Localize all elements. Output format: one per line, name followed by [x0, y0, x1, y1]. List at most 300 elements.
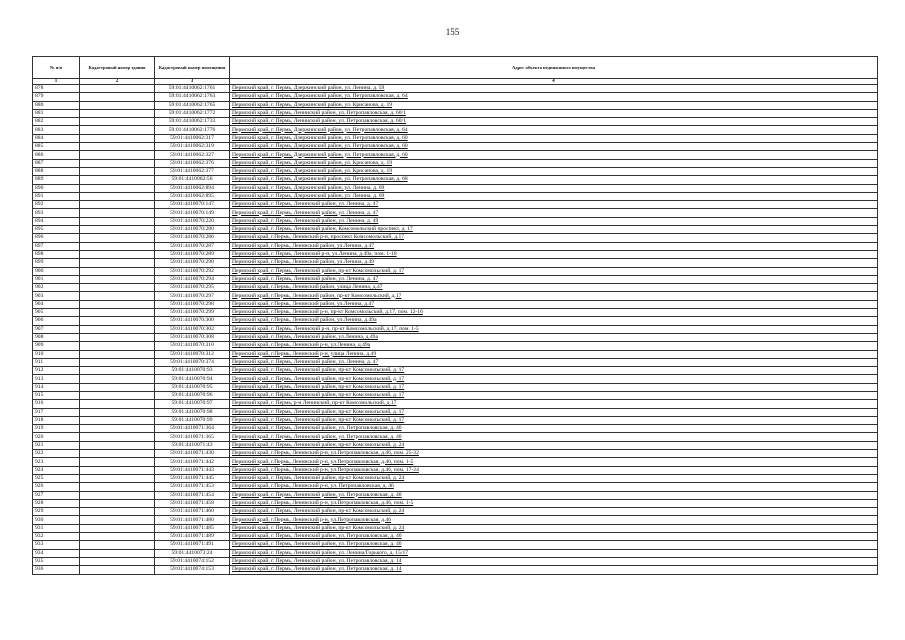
row-number-cell: 932 [33, 533, 80, 541]
address-cell: Пермский край, г. Пермь, Ленинский район, пр-кт Комсомольский, д. 17 [230, 391, 878, 399]
premises-cadastral-cell: 59:01:4410070:99 [155, 416, 230, 424]
row-number-cell: 892 [33, 201, 80, 209]
table-row [33, 375, 878, 383]
address-cell: Пермский край, г.Пермь, Ленинский р-н, улица Ленина, д.49 [230, 350, 878, 358]
premises-cadastral-cell: 59:01:4410074:153 [155, 566, 230, 574]
table-row [33, 533, 878, 541]
table-row [33, 508, 878, 516]
address-cell: Пермский край, г. Пермь, Дзержинский район, ул. Петропавловская, д. 60 [230, 151, 878, 159]
row-number-cell: 933 [33, 541, 80, 549]
premises-cadastral-cell: 59:01:4410071:460 [155, 508, 230, 516]
table-row [33, 450, 878, 458]
header-row-number: № п/п [33, 57, 80, 79]
premises-cadastral-cell: 59:01:4410071:443 [155, 466, 230, 474]
table-row [33, 167, 878, 175]
row-number-cell: 915 [33, 391, 80, 399]
address-cell: Пермский край, г. Пермь, Ленинский район, пр-кт Комсомольский, д. 24 [230, 474, 878, 482]
building-cadastral-cell [80, 466, 155, 474]
building-cadastral-cell [80, 217, 155, 225]
row-number-cell: 930 [33, 516, 80, 524]
building-cadastral-cell [80, 524, 155, 532]
row-number-cell: 878 [33, 85, 80, 93]
table-row [33, 483, 878, 491]
building-cadastral-cell [80, 325, 155, 333]
table-row [33, 201, 878, 209]
row-number-cell: 894 [33, 217, 80, 225]
premises-cadastral-cell: 59:01:4410070:295 [155, 284, 230, 292]
table-row [33, 541, 878, 549]
table-row [33, 284, 878, 292]
column-number: 2 [80, 79, 155, 85]
premises-cadastral-cell: 59:01:4410062:894 [155, 184, 230, 192]
premises-cadastral-cell: 59:01:4410062:1761 [155, 85, 230, 93]
row-number-cell: 909 [33, 342, 80, 350]
premises-cadastral-cell: 59:01:4410070:93 [155, 367, 230, 375]
row-number-cell: 898 [33, 250, 80, 258]
address-cell: Пермский край, г.Пермь, Ленинский р-н, ул.Петропавловская, д.46, пом. 17-24 [230, 466, 878, 474]
column-number: 4 [230, 79, 878, 85]
building-cadastral-cell [80, 118, 155, 126]
premises-cadastral-cell: 59:01:4410062:377 [155, 167, 230, 175]
table-row [33, 566, 878, 574]
building-cadastral-cell [80, 209, 155, 217]
row-number-cell: 931 [33, 524, 80, 532]
address-cell: Пермский край, г. Пермь, Дзержинский район, ул. Ленина, д. 69 [230, 192, 878, 200]
building-cadastral-cell [80, 93, 155, 101]
building-cadastral-cell [80, 499, 155, 507]
property-registry-table [32, 56, 878, 575]
building-cadastral-cell [80, 541, 155, 549]
row-number-cell: 905 [33, 309, 80, 317]
premises-cadastral-cell: 59:01:4410071:43 [155, 441, 230, 449]
building-cadastral-cell [80, 350, 155, 358]
address-cell: Пермский край, г. Пермь, Ленинский район, ул. Петропавловская, д. 14 [230, 557, 878, 565]
table-row [33, 416, 878, 424]
building-cadastral-cell [80, 367, 155, 375]
address-cell: Пермский край, г. Пермь, Дзержинский район, ул. Ленина, д. 59 [230, 85, 878, 93]
row-number-cell: 927 [33, 491, 80, 499]
table-row [33, 217, 878, 225]
building-cadastral-cell [80, 317, 155, 325]
premises-cadastral-cell: 59:01:4410071:458 [155, 499, 230, 507]
premises-cadastral-cell: 59:01:4410070:302 [155, 325, 230, 333]
premises-cadastral-cell: 59:01:4410062:1733 [155, 118, 230, 126]
table-row [33, 499, 878, 507]
table-row [33, 557, 878, 565]
premises-cadastral-cell: 59:01:4410062:895 [155, 192, 230, 200]
premises-cadastral-cell: 59:01:4410070:374 [155, 358, 230, 366]
address-cell: Пермский край, г. Пермь, Дзержинский район, ул. Крисанова, д. 19 [230, 167, 878, 175]
address-cell: Пермский край, г. Пермь, Дзержинский район, ул. Петропавловская, д. 60 [230, 143, 878, 151]
address-cell: Пермский край, г. Пермь, Ленинский район, пр-кт Комсомольский, д. 17 [230, 416, 878, 424]
address-cell: Пермский край, г. Пермь, Ленинский район, пр-кт Комсомольский, д. 17 [230, 375, 878, 383]
row-number-cell: 919 [33, 425, 80, 433]
row-number-cell: 910 [33, 350, 80, 358]
premises-cadastral-cell: 59:01:4410070:287 [155, 242, 230, 250]
address-cell: Пермский край, г. Пермь, Ленинский район, ул. Петропавловская, д. 40 [230, 533, 878, 541]
address-cell: Пермский край, г. Пермь, Ленинский район, ул. Ленина, д. 49 [230, 217, 878, 225]
row-number-cell: 896 [33, 234, 80, 242]
premises-cadastral-cell: 59:01:4410071:430 [155, 450, 230, 458]
building-cadastral-cell [80, 250, 155, 258]
table-row [33, 250, 878, 258]
header-building-cadastral-number: Кадастровый номер здания [80, 57, 155, 79]
address-cell: Пермский край, г. Пермь, Ленинский район, ул. Ленина, д. 47 [230, 358, 878, 366]
premises-cadastral-cell: 59:01:4410071:364 [155, 425, 230, 433]
table-row [33, 466, 878, 474]
premises-cadastral-cell: 59:01:4410071:454 [155, 491, 230, 499]
building-cadastral-cell [80, 383, 155, 391]
row-number-cell: 904 [33, 300, 80, 308]
premises-cadastral-cell: 59:01:4410070:280 [155, 226, 230, 234]
table-row [33, 458, 878, 466]
address-cell: Пермский край, г.Пермь, Ленинский район, ул.Ленина, д.47 [230, 242, 878, 250]
address-cell: Пермский край, г. Пермь, Ленинский район, ул. Петропавловская, д. 60/1 [230, 109, 878, 117]
building-cadastral-cell [80, 226, 155, 234]
building-cadastral-cell [80, 151, 155, 159]
row-number-cell: 908 [33, 333, 80, 341]
row-number-cell: 899 [33, 259, 80, 267]
table-row [33, 317, 878, 325]
row-number-cell: 926 [33, 483, 80, 491]
building-cadastral-cell [80, 192, 155, 200]
address-cell: Пермский край, г. Пермь, Ленинский район, ул. Ленина, д. 47 [230, 201, 878, 209]
address-cell: Пермский край, г. Пермь, Ленинский район, ул. Петропавловская, д. 14 [230, 566, 878, 574]
row-number-cell: 890 [33, 184, 80, 192]
premises-cadastral-cell: 59:01:4410070:292 [155, 267, 230, 275]
building-cadastral-cell [80, 242, 155, 250]
table-row [33, 143, 878, 151]
building-cadastral-cell [80, 259, 155, 267]
address-cell: Пермский край, г.Пермь, Ленинский район, ул.Ленина, д.49а [230, 317, 878, 325]
building-cadastral-cell [80, 126, 155, 134]
building-cadastral-cell [80, 234, 155, 242]
building-cadastral-cell [80, 483, 155, 491]
address-cell: Пермский край, г. Пермь, Ленинский район, пр-кт Комсомольский, д. 17 [230, 383, 878, 391]
premises-cadastral-cell: 59:01:4410070:94 [155, 375, 230, 383]
building-cadastral-cell [80, 474, 155, 482]
row-number-cell: 924 [33, 466, 80, 474]
premises-cadastral-cell: 59:01:4410070:220 [155, 217, 230, 225]
row-number-cell: 928 [33, 499, 80, 507]
address-cell: Пермский край, г.Пермь, Ленинский район, улица Ленина, д.47 [230, 284, 878, 292]
building-cadastral-cell [80, 375, 155, 383]
table-row [33, 491, 878, 499]
premises-cadastral-cell: 59:01:4410062:56 [155, 176, 230, 184]
premises-cadastral-cell: 59:01:4410070:95 [155, 383, 230, 391]
table-row [33, 474, 878, 482]
premises-cadastral-cell: 59:01:4410062:319 [155, 143, 230, 151]
premises-cadastral-cell: 59:01:4410071:442 [155, 458, 230, 466]
building-cadastral-cell [80, 201, 155, 209]
row-number-cell: 934 [33, 549, 80, 557]
row-number-cell: 883 [33, 126, 80, 134]
building-cadastral-cell [80, 458, 155, 466]
building-cadastral-cell [80, 333, 155, 341]
row-number-cell: 935 [33, 557, 80, 565]
building-cadastral-cell [80, 416, 155, 424]
table-row [33, 109, 878, 117]
row-number-cell: 895 [33, 226, 80, 234]
premises-cadastral-cell: 59:01:4410062:1776 [155, 126, 230, 134]
address-cell: Пермский край, г. Пермь, Дзержинский район, ул. Ленина, д. 69 [230, 184, 878, 192]
premises-cadastral-cell: 59:01:4410070:310 [155, 342, 230, 350]
column-number: 1 [33, 79, 80, 85]
table-row [33, 433, 878, 441]
table-row [33, 524, 878, 532]
premises-cadastral-cell: 59:01:4410070:289 [155, 250, 230, 258]
premises-cadastral-cell: 59:01:4410070:294 [155, 275, 230, 283]
table-row [33, 309, 878, 317]
row-number-cell: 907 [33, 325, 80, 333]
building-cadastral-cell [80, 433, 155, 441]
address-cell: Пермский край, г.Пермь, Ленинский р-н, ул.Петропавловская, д.46, пом. 1-5 [230, 499, 878, 507]
address-cell: Пермский край, г.Пермь, Ленинский район, ул.Ленина, д.47 [230, 300, 878, 308]
row-number-cell: 891 [33, 192, 80, 200]
premises-cadastral-cell: 59:01:4410071:480 [155, 516, 230, 524]
table-row [33, 93, 878, 101]
building-cadastral-cell [80, 284, 155, 292]
premises-cadastral-cell: 59:01:4410062:376 [155, 159, 230, 167]
row-number-cell: 885 [33, 143, 80, 151]
premises-cadastral-cell: 59:01:4410070:312 [155, 350, 230, 358]
address-cell: Пермский край, г. Пермь, Ленинский район, пр-кт Комсомольский, д. 24 [230, 508, 878, 516]
row-number-cell: 881 [33, 109, 80, 117]
building-cadastral-cell [80, 491, 155, 499]
address-cell: Пермский край, г.Пермь, Ленинский район, пр-кт Комсомольский, д.17 [230, 292, 878, 300]
building-cadastral-cell [80, 109, 155, 117]
address-cell: Пермский край, г. Пермь, Ленинский район, ул. Петропавловская, д. 40 [230, 425, 878, 433]
table-row [33, 325, 878, 333]
address-cell: Пермский край, г. Пермь, р-н Ленинский, пр-кт Комсомольский, д.17 [230, 400, 878, 408]
table-row [33, 267, 878, 275]
table-row [33, 549, 878, 557]
building-cadastral-cell [80, 134, 155, 142]
building-cadastral-cell [80, 184, 155, 192]
address-cell: Пермский край, г. Пермь, Дзержинский район, ул. Петропавловская, д. 68 [230, 176, 878, 184]
premises-cadastral-cell: 59:01:4410070:286 [155, 234, 230, 242]
premises-cadastral-cell: 59:01:4410071:489 [155, 533, 230, 541]
table-row [33, 118, 878, 126]
row-number-cell: 916 [33, 400, 80, 408]
address-cell: Пермский край, г. Пермь, Ленинский район, ул. Ленина, д. 47 [230, 275, 878, 283]
row-number-cell: 920 [33, 433, 80, 441]
row-number-cell: 889 [33, 176, 80, 184]
table-body [33, 85, 878, 575]
table-header-row [33, 57, 878, 79]
building-cadastral-cell [80, 408, 155, 416]
table-row [33, 367, 878, 375]
premises-cadastral-cell: 59:01:4410062:1765 [155, 101, 230, 109]
table-row [33, 134, 878, 142]
table-row [33, 358, 878, 366]
table-row [33, 441, 878, 449]
row-number-cell: 925 [33, 474, 80, 482]
address-cell: Пермский край, г. Пермь, Ленинский район, ул. Петропавловская, д. 60/1 [230, 118, 878, 126]
address-cell: Пермский край, г.Пермь, Ленинский р-н, ул.Петропавловская, д.46 [230, 516, 878, 524]
row-number-cell: 936 [33, 566, 80, 574]
table-row [33, 259, 878, 267]
address-cell: Пермский край, г. Пермь, Ленинский район, ул. Петропавловская, д. 40 [230, 541, 878, 549]
premises-cadastral-cell: 59:01:4410070:290 [155, 259, 230, 267]
table-row [33, 342, 878, 350]
building-cadastral-cell [80, 101, 155, 109]
address-cell: Пермский край, г. Пермь, Ленинский р-н, ул.Ленина, д.49а, пом. 1-18 [230, 250, 878, 258]
row-number-cell: 897 [33, 242, 80, 250]
row-number-cell: 912 [33, 367, 80, 375]
address-cell: Пермский край, г.Пермь, Ленинский р-н, ул. Петропавловская, д. 46 [230, 483, 878, 491]
premises-cadastral-cell: 59:01:4410070:149 [155, 209, 230, 217]
header-address: Адрес объекта недвижимого имущества [230, 57, 878, 79]
address-cell: Пермский край, г.Пермь, Ленинский р-н, ул.Ленина, д.49а [230, 342, 878, 350]
row-number-cell: 903 [33, 292, 80, 300]
table-row [33, 234, 878, 242]
row-number-cell: 893 [33, 209, 80, 217]
address-cell: Пермский край, г.Пермь, Ленинский район, ул.Ленина, д.49 [230, 259, 878, 267]
table-row [33, 333, 878, 341]
premises-cadastral-cell: 59:01:4410073:24 [155, 549, 230, 557]
address-cell: Пермский край, г. Пермь, Ленинский район, пр-кт Комсомольский, д. 17 [230, 267, 878, 275]
premises-cadastral-cell: 59:01:4410070:98 [155, 408, 230, 416]
row-number-cell: 879 [33, 93, 80, 101]
page-number: 155 [445, 27, 460, 37]
row-number-cell: 884 [33, 134, 80, 142]
row-number-cell: 911 [33, 358, 80, 366]
premises-cadastral-cell: 59:01:4410062:1763 [155, 93, 230, 101]
table-row [33, 192, 878, 200]
row-number-cell: 918 [33, 416, 80, 424]
premises-cadastral-cell: 59:01:4410070:97 [155, 400, 230, 408]
address-cell: Пермский край, г. Пермь, Ленинский р-н, пр-кт Комсомольский, д.17, пом. 1-5 [230, 325, 878, 333]
building-cadastral-cell [80, 400, 155, 408]
building-cadastral-cell [80, 441, 155, 449]
table-row [33, 516, 878, 524]
row-number-cell: 902 [33, 284, 80, 292]
building-cadastral-cell [80, 516, 155, 524]
row-number-cell: 917 [33, 408, 80, 416]
table-row [33, 184, 878, 192]
premises-cadastral-cell: 59:01:4410070:298 [155, 300, 230, 308]
building-cadastral-cell [80, 508, 155, 516]
premises-cadastral-cell: 59:01:4410070:96 [155, 391, 230, 399]
row-number-cell: 900 [33, 267, 80, 275]
premises-cadastral-cell: 59:01:4410071:453 [155, 483, 230, 491]
row-number-cell: 929 [33, 508, 80, 516]
row-number-cell: 887 [33, 159, 80, 167]
table-row [33, 383, 878, 391]
building-cadastral-cell [80, 549, 155, 557]
row-number-cell: 922 [33, 450, 80, 458]
building-cadastral-cell [80, 85, 155, 93]
address-cell: Пермский край, г. Пермь, Дзержинский район, ул. Петропавловская, д. 60 [230, 134, 878, 142]
building-cadastral-cell [80, 176, 155, 184]
building-cadastral-cell [80, 557, 155, 565]
row-number-cell: 923 [33, 458, 80, 466]
building-cadastral-cell [80, 309, 155, 317]
building-cadastral-cell [80, 159, 155, 167]
building-cadastral-cell [80, 342, 155, 350]
address-cell: Пермский край, г. Пермь, Ленинский район, ул. Петропавловская, д. 40 [230, 433, 878, 441]
table-row [33, 226, 878, 234]
header-premises-cadastral-number: Кадастровый номер помещения [155, 57, 230, 79]
table-row [33, 159, 878, 167]
address-cell: Пермский край, г. Пермь, Ленинский район, ул. Петропавловская, д. 40 [230, 491, 878, 499]
building-cadastral-cell [80, 167, 155, 175]
address-cell: Пермский край, г. Пермь, Ленинский район, ул. Ленина, д. 47 [230, 209, 878, 217]
premises-cadastral-cell: 59:01:4410071:445 [155, 474, 230, 482]
address-cell: Пермский край, г. Пермь, Дзержинский район, ул. Петропавловская, д. 64 [230, 93, 878, 101]
table-row [33, 101, 878, 109]
premises-cadastral-cell: 59:01:4410071:491 [155, 541, 230, 549]
row-number-cell: 906 [33, 317, 80, 325]
table-row [33, 209, 878, 217]
address-cell: Пермский край, г. Пермь, Ленинский район, пр-кт Комсомольский, д. 24 [230, 441, 878, 449]
building-cadastral-cell [80, 300, 155, 308]
row-number-cell: 901 [33, 275, 80, 283]
table-row [33, 300, 878, 308]
row-number-cell: 921 [33, 441, 80, 449]
premises-cadastral-cell: 59:01:4410071:365 [155, 433, 230, 441]
building-cadastral-cell [80, 566, 155, 574]
table-row [33, 391, 878, 399]
premises-cadastral-cell: 59:01:4410070:308 [155, 333, 230, 341]
premises-cadastral-cell: 59:01:4410070:297 [155, 292, 230, 300]
table-row [33, 425, 878, 433]
address-cell: Пермский край, г. Пермь, Ленинский район, пр-кт Комсомольский, д. 17 [230, 367, 878, 375]
row-number-cell: 886 [33, 151, 80, 159]
table-row [33, 151, 878, 159]
premises-cadastral-cell: 59:01:4410062:327 [155, 151, 230, 159]
table-row [33, 176, 878, 184]
address-cell: Пермский край, г. Пермь, Ленинский район, Комсомольский проспект, д. 17 [230, 226, 878, 234]
premises-cadastral-cell: 59:01:4410071:485 [155, 524, 230, 532]
address-cell: Пермский край, г. Пермь, Дзержинский район, ул. Крисанова, д. 19 [230, 159, 878, 167]
table-row [33, 350, 878, 358]
column-number: 3 [155, 79, 230, 85]
table-row [33, 126, 878, 134]
table-row [33, 85, 878, 93]
address-cell: Пермский край, г. Пермь, Дзержинский район, ул. Крисанова, д. 19 [230, 101, 878, 109]
building-cadastral-cell [80, 275, 155, 283]
table-row [33, 275, 878, 283]
table-row [33, 408, 878, 416]
row-number-cell: 882 [33, 118, 80, 126]
premises-cadastral-cell: 59:01:4410062:317 [155, 134, 230, 142]
building-cadastral-cell [80, 450, 155, 458]
row-number-cell: 888 [33, 167, 80, 175]
row-number-cell: 914 [33, 383, 80, 391]
premises-cadastral-cell: 59:01:4410074:152 [155, 557, 230, 565]
premises-cadastral-cell: 59:01:4410070:300 [155, 317, 230, 325]
row-number-cell: 913 [33, 375, 80, 383]
address-cell: Пермский край, г.Пермь, Ленинский р-н, ул.Петропавловская, д.46, пом. 25-32 [230, 450, 878, 458]
address-cell: Пермский край, г. Пермь, Ленинский район, ул. Ленина/Горького, д. 15/17 [230, 549, 878, 557]
building-cadastral-cell [80, 267, 155, 275]
address-cell: Пермский край, г. Пермь, Ленинский район, пр-кт Комсомольский, д. 17 [230, 408, 878, 416]
table-row [33, 242, 878, 250]
address-cell: Пермский край, г.Пермь, Ленинский р-н, пр-кт Комсомольский, д.17, пом. 12-16 [230, 309, 878, 317]
table-row [33, 292, 878, 300]
premises-cadastral-cell: 59:01:4410062:1772 [155, 109, 230, 117]
address-cell: Пермский край, г. Пермь, Дзержинский район, ул. Петропавловская, д. 64 [230, 126, 878, 134]
table-row [33, 400, 878, 408]
row-number-cell: 880 [33, 101, 80, 109]
building-cadastral-cell [80, 533, 155, 541]
address-cell: Пермский край, г. Пермь, Ленинский район, пр-кт Комсомольский, д. 24 [230, 524, 878, 532]
address-cell: Пермский край, г.Пермь, Ленинский р-н, проспект Комсомольский, д.17 [230, 234, 878, 242]
address-cell: Пермский край, г. Пермь, Ленинский район, ул.Ленина, д.49а [230, 333, 878, 341]
building-cadastral-cell [80, 358, 155, 366]
